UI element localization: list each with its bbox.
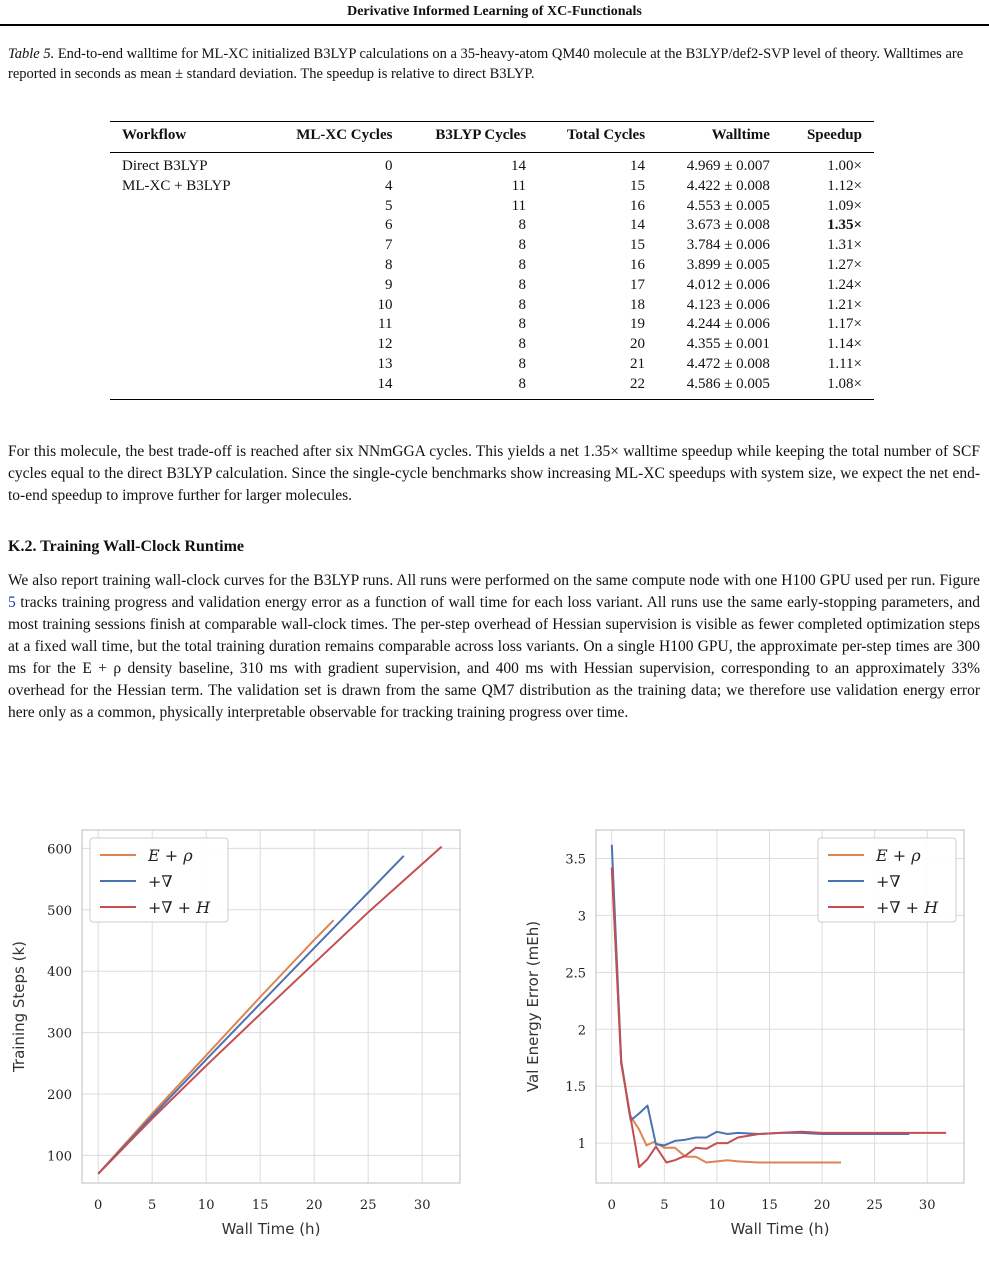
table-cell: 20 — [630, 336, 646, 353]
x-tick-label: 5 — [660, 1198, 669, 1213]
x-tick-label: 10 — [708, 1198, 726, 1213]
table-cell: 3.673 ± 0.008 — [686, 217, 770, 234]
legend-label: +∇ + H — [148, 898, 211, 917]
table-row — [110, 335, 874, 355]
table-cell: 4.586 ± 0.005 — [657, 375, 782, 399]
y-tick-label: 500 — [47, 903, 72, 919]
y-tick-label: 400 — [47, 965, 72, 981]
table-cell: 1.00× — [827, 158, 862, 174]
table-cell: 8 — [404, 375, 538, 399]
table-cell: 1.12× — [827, 177, 862, 194]
table-cell — [110, 256, 264, 276]
table-cell: 9 — [384, 276, 393, 293]
walltime-table — [110, 121, 874, 400]
table-cell: 4.553 ± 0.005 — [686, 197, 770, 214]
table-cell: 14 — [630, 158, 646, 174]
x-tick-label: 20 — [305, 1198, 323, 1213]
table-cell: 3.899 ± 0.005 — [686, 256, 770, 273]
column-header: Speedup — [782, 122, 874, 153]
table-row — [110, 355, 874, 375]
table-cell: 8 — [518, 217, 527, 234]
x-tick-label: 10 — [197, 1198, 215, 1213]
table-cell: 18 — [630, 296, 646, 313]
table-cell — [110, 197, 264, 217]
legend-label: +∇ — [876, 872, 901, 891]
table-cell: 8 — [518, 316, 527, 333]
table-cell: 4.969 ± 0.007 — [686, 158, 770, 174]
y-tick-label: 200 — [47, 1087, 72, 1103]
table-row — [110, 177, 874, 197]
table-cell: 1.14× — [827, 336, 862, 353]
legend-label: +∇ + H — [876, 898, 939, 917]
column-header: ML-XC Cycles — [264, 122, 404, 153]
y-tick-label: 600 — [47, 842, 72, 858]
figure-link[interactable]: 5 — [8, 594, 16, 611]
table-cell: 0 — [384, 158, 393, 174]
table-cell: 8 — [518, 336, 527, 353]
table-cell: 4.123 ± 0.006 — [686, 296, 770, 313]
x-tick-label: 15 — [251, 1198, 269, 1213]
table-cell: 5 — [384, 197, 393, 214]
table-cell — [110, 375, 264, 399]
column-header: Walltime — [657, 122, 782, 153]
table-cell: 4 — [384, 177, 393, 194]
table-cell: 17 — [630, 276, 646, 293]
table-cell: 4.012 ± 0.006 — [686, 276, 770, 293]
table-cell — [110, 216, 264, 236]
table-cell — [110, 315, 264, 335]
x-tick-label: 20 — [813, 1198, 831, 1213]
column-header: B3LYP Cycles — [404, 122, 538, 153]
table-cell: 14 — [511, 158, 527, 174]
table-cell: 1.27× — [827, 256, 862, 273]
y-tick-label: 2 — [577, 1023, 586, 1039]
legend-label: +∇ — [148, 872, 173, 891]
table-cell: ML-XC + B3LYP — [122, 177, 231, 194]
table-cell: 8 — [518, 256, 527, 273]
table-cell — [110, 335, 264, 355]
table-row — [110, 216, 874, 236]
table-cell: 6 — [384, 217, 393, 234]
table-cell: 4.422 ± 0.008 — [686, 177, 770, 194]
table-cell: 1.35× — [827, 217, 862, 234]
table-cell: 15 — [630, 237, 646, 254]
val-error-chart — [500, 825, 985, 1255]
table-cell: 1.08× — [782, 375, 874, 399]
y-tick-label: 2.5 — [565, 966, 586, 982]
x-tick-label: 25 — [866, 1198, 883, 1213]
x-tick-label: 0 — [607, 1198, 616, 1213]
table-cell: 1.24× — [827, 276, 862, 293]
caption-label: Table 5. — [8, 46, 55, 62]
y-axis-label: Training Steps (k) — [10, 940, 28, 1073]
x-tick-label: 0 — [94, 1198, 103, 1213]
y-tick-label: 1.5 — [565, 1080, 586, 1096]
x-tick-label: 30 — [413, 1198, 431, 1213]
table-row — [110, 236, 874, 256]
x-axis-label: Wall Time (h) — [221, 1220, 321, 1238]
column-header: Workflow — [110, 122, 264, 153]
table-cell: 15 — [630, 177, 646, 194]
table-cell: 4.355 ± 0.001 — [686, 336, 770, 353]
legend-label: E + ρ — [876, 846, 921, 865]
table-cell: 21 — [630, 355, 646, 372]
table-cell: 4.244 ± 0.006 — [686, 316, 770, 333]
y-tick-label: 1 — [577, 1137, 586, 1153]
table-cell: 14 — [264, 375, 404, 399]
y-tick-label: 3.5 — [565, 852, 586, 868]
y-axis-label: Val Energy Error (mEh) — [524, 920, 542, 1093]
table-cell: 10 — [377, 296, 393, 313]
y-tick-label: 300 — [47, 1026, 72, 1042]
x-axis-label: Wall Time (h) — [730, 1220, 830, 1238]
header-rule — [0, 24, 989, 26]
table-row — [110, 315, 874, 335]
legend-label: E + ρ — [148, 846, 193, 865]
running-header: Derivative Informed Learning of XC-Functionals — [347, 4, 642, 19]
x-tick-label: 30 — [918, 1198, 936, 1213]
section-heading: K.2. Training Wall-Clock Runtime — [8, 538, 245, 555]
table-cell: 8 — [384, 256, 393, 273]
table-cell: 8 — [518, 355, 527, 372]
y-tick-label: 100 — [47, 1149, 72, 1165]
table-cell: 14 — [630, 217, 646, 234]
table-cell — [110, 276, 264, 296]
table-cell: 4.472 ± 0.008 — [686, 355, 770, 372]
x-tick-label: 5 — [148, 1198, 157, 1213]
table-cell: Direct B3LYP — [122, 158, 208, 174]
table-row — [110, 296, 874, 316]
table-row — [110, 276, 874, 296]
table-cell: 1.31× — [827, 237, 862, 254]
caption-text: End-to-end walltime for ML-XC initialized B3LYP calculations on a 35-heavy-atom QM40 molecule at the B3LYP/def2-SVP level of theory. Walltimes are reported in seconds as mean ± standard deviation. The speedup is relative to direct B3LYP. — [8, 46, 964, 82]
table-caption — [8, 44, 980, 84]
table-cell — [110, 296, 264, 316]
table-cell: 1.11× — [827, 355, 862, 372]
paragraph-tradeoff: For this molecule, the best trade-off is reached after six NNmGGA cycles. This yields a net 1.35× walltime speedup while keeping the total number of SCF cycles equal to the direct B3LYP calculation. Since the single-cycle benchmarks show increasing ML-XC speedups with system size, we expect the net end-to-end speedup to improve further for larger molecules. — [8, 443, 980, 504]
table-cell: 3.784 ± 0.006 — [686, 237, 770, 254]
table-cell: 11 — [511, 197, 527, 214]
table-header-row — [110, 122, 874, 153]
table-row — [110, 197, 874, 217]
table-cell: 13 — [377, 355, 393, 372]
table-cell: 7 — [384, 237, 393, 254]
table-cell: 1.09× — [827, 197, 862, 214]
y-tick-label: 3 — [577, 909, 586, 925]
table-cell: 1.21× — [827, 296, 862, 313]
table-cell: 16 — [630, 256, 646, 273]
column-header: Total Cycles — [538, 122, 657, 153]
para2-part2: tracks training progress and validation energy error as a function of wall time for each loss variant. All runs use the same early-stopping parameters, and most training sessions finish at comparable wall-clock times. The per-step overhead of Hessian supervision is visible as fewer completed optimization steps at a fixed wall time, but the total training duration remains comparable across loss variants. On a single H100 GPU, the approximate per-step times are 300 ms for the E + ρ density baseline, 310 ms with gradient supervision, and 400 ms with Hessian supervision, corresponding to an approximately 33% overhead for the Hessian term. The validation set is drawn from the same QM7 distribution as the training data; we therefore use validation energy error here only as a common, physically interpretable observable for tracking training progress over time. — [8, 594, 980, 721]
para2-part1: We also report training wall-clock curves for the B3LYP runs. All runs were performed on the same compute node with one H100 GPU used per run. Figure — [8, 572, 980, 589]
table-cell — [110, 236, 264, 256]
table-row — [110, 375, 874, 399]
table-cell: 22 — [538, 375, 657, 399]
series-line — [612, 868, 841, 1163]
table-cell: 1.17× — [827, 316, 862, 333]
paragraph-training-runtime — [8, 570, 980, 724]
x-tick-label: 15 — [761, 1198, 778, 1213]
table-cell — [110, 355, 264, 375]
training-steps-chart — [0, 825, 480, 1255]
table-cell: 11 — [511, 177, 527, 194]
table-cell: 16 — [630, 197, 646, 214]
table-body — [110, 153, 874, 400]
table-cell: 8 — [518, 296, 527, 313]
table-cell: 12 — [377, 336, 393, 353]
table-cell: 11 — [378, 316, 393, 333]
table-row — [110, 153, 874, 177]
table-cell: 19 — [630, 316, 646, 333]
table-row — [110, 256, 874, 276]
table-cell: 8 — [518, 237, 527, 254]
table-cell: 8 — [518, 276, 527, 293]
x-tick-label: 25 — [359, 1198, 377, 1213]
